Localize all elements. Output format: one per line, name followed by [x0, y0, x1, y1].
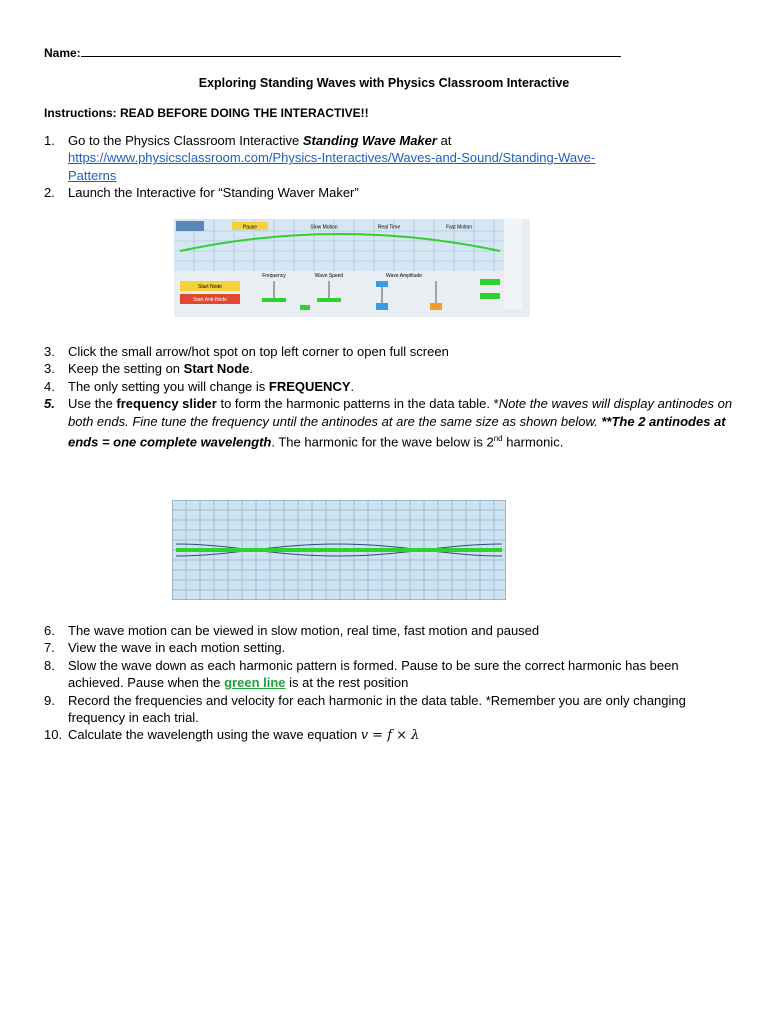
step-bold: frequency slider	[116, 396, 217, 412]
step-text: Keep the setting on	[68, 361, 184, 377]
step-text: Go to the Physics Classroom Interactive	[68, 133, 303, 148]
steps-list-middle	[44, 343, 734, 451]
svg-text:Start Anti-Node: Start Anti-Node	[193, 297, 227, 303]
step-text: The only setting you will change is	[68, 378, 269, 394]
standing-wave-screenshot	[172, 500, 506, 600]
step-number: 3.	[44, 344, 55, 359]
step-text: Click the small arrow/hot spot on top left corner to open full screen	[68, 344, 449, 359]
list-item-step4	[44, 378, 734, 395]
step-number: 7.	[44, 640, 55, 656]
step-bold: Start Node	[183, 361, 250, 377]
step-text: at	[436, 133, 452, 148]
svg-text:Real Time: Real Time	[377, 224, 401, 231]
green-line-label: green line	[224, 675, 286, 691]
step-text: Record the frequencies and velocity for each harmonic in the data table. *Remember you are only changing frequency in each trial.	[68, 692, 686, 726]
svg-text:Frequency: Frequency	[262, 273, 286, 279]
step-bold: Standing Wave Maker	[302, 133, 437, 148]
step-number: 2.	[44, 185, 55, 201]
svg-text:Pause: Pause	[242, 224, 258, 231]
name-blank-line[interactable]	[81, 46, 621, 57]
step-text: Launch the Interactive for “Standing Waver Maker”	[68, 185, 359, 201]
name-field[interactable]	[44, 46, 621, 60]
svg-text:Wave Amplitude: Wave Amplitude	[386, 273, 422, 279]
name-label: Name:	[44, 46, 81, 60]
step-bold: FREQUENCY	[268, 378, 351, 394]
list-item-step7	[44, 639, 734, 656]
step-number: 4.	[44, 378, 55, 394]
list-item-step6	[44, 622, 734, 639]
step-number: 10.	[44, 727, 63, 743]
steps-list-bottom	[44, 622, 734, 745]
list-item-step5	[44, 395, 734, 451]
svg-text:Slow Motion: Slow Motion	[310, 224, 338, 231]
svg-text:Fast Motion: Fast Motion	[445, 224, 473, 231]
list-item-step3b	[44, 360, 734, 377]
step-text: .	[350, 378, 355, 394]
wave-equation: v = f × λ	[360, 728, 420, 744]
instructions-heading: Instructions: READ BEFORE DOING THE INTERACTIVE!!	[44, 106, 369, 120]
step-text: Use the	[68, 396, 117, 412]
step-bold-italic: **The 2 antinodes at ends = one complete wavelength	[68, 413, 726, 450]
step-text: . The harmonic for the wave below is 2	[271, 434, 494, 450]
list-item-step10	[44, 726, 734, 744]
superscript: nd	[493, 434, 503, 444]
step-text: harmonic.	[502, 434, 564, 450]
list-item-step2	[44, 184, 734, 201]
step-text: The wave motion can be viewed in slow motion, real time, fast motion and paused	[68, 623, 540, 638]
page-title: Exploring Standing Waves with Physics Classroom Interactive	[198, 76, 570, 90]
step-text: to form the harmonic patterns in the data table. *	[216, 396, 499, 412]
list-item-step8	[44, 657, 734, 692]
step-text: Slow the wave down as each harmonic pattern is formed. Pause to be sure the correct harmonic has been achieved. Pause when the	[68, 657, 679, 691]
steps-list-top	[44, 132, 734, 202]
list-item-step1	[44, 132, 734, 184]
step-text: is at the rest position	[285, 675, 409, 691]
list-item-step9	[44, 692, 734, 727]
interactive-screenshot-controls	[174, 219, 530, 317]
step-text: Calculate the wavelength using the wave equation	[68, 727, 361, 743]
step-number: 6.	[44, 623, 55, 638]
svg-text:Wave Speed: Wave Speed	[314, 273, 344, 279]
step-number: 9.	[44, 692, 55, 708]
physics-classroom-link[interactable]: https://www.physicsclassroom.com/Physics-Interactives/Waves-and-Sound/Standing-Wave- Patterns	[68, 150, 596, 183]
step-number: 5.	[44, 396, 55, 412]
step-text: View the wave in each motion setting.	[68, 640, 286, 656]
step-number: 8.	[44, 657, 55, 673]
step-number: 1.	[44, 133, 55, 148]
svg-text:Start Node: Start Node	[198, 284, 222, 290]
step-number: 3.	[44, 361, 55, 377]
step-italic: Note the waves will display antinodes on both ends. Fine tune the frequency until the antinodes at are the same size as shown below.	[68, 396, 733, 429]
list-item-step3a	[44, 343, 734, 360]
step-text: .	[249, 361, 254, 377]
